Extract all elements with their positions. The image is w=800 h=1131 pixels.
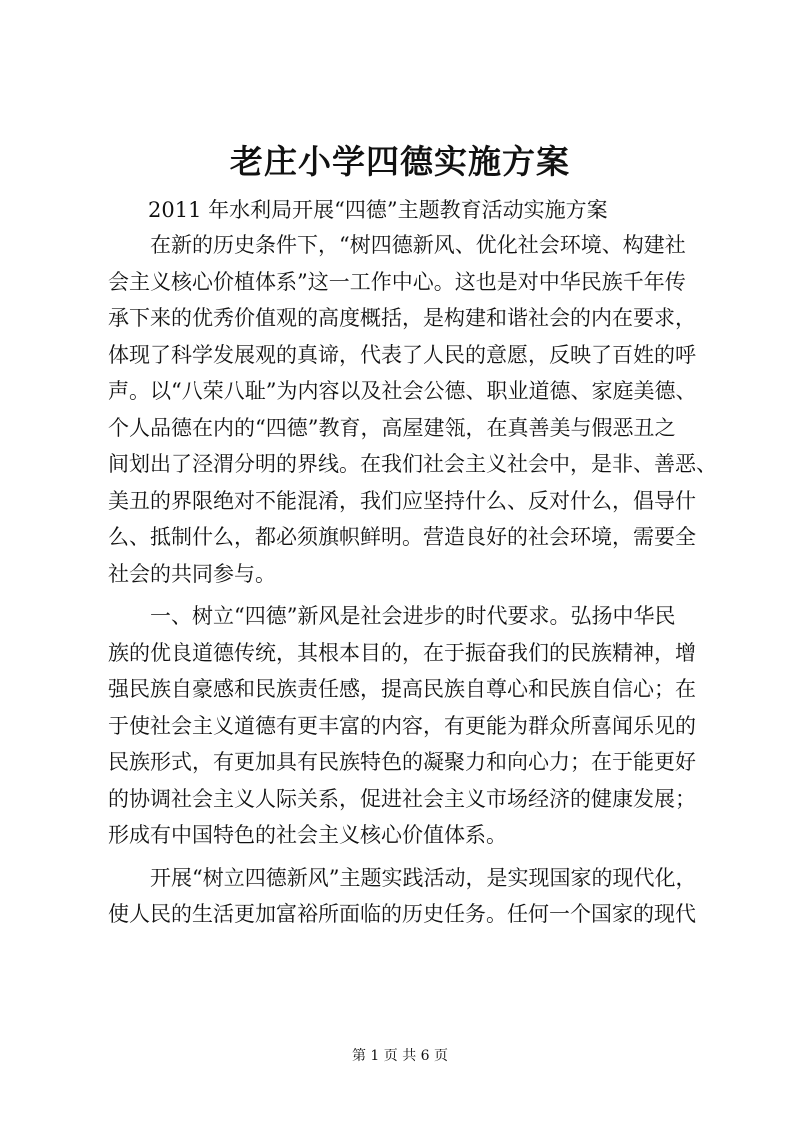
paragraph-line: 么、抵制什么，都必须旗帜鲜明。营造良好的社会环境，需要全 bbox=[108, 525, 696, 549]
paragraph-line: 使人民的生活更加富裕所面临的历史任务。任何一个国家的现代 bbox=[108, 902, 696, 926]
paragraph-line: 强民族自豪感和民族责任感，提高民族自尊心和民族自信心；在 bbox=[108, 677, 696, 701]
paragraph-line: 族的优良道德传统，其根本目的，在于振奋我们的民族精神，增 bbox=[108, 640, 696, 665]
document-subtitle: 2011 年水利局开展“四德”主题教育活动实施方案 bbox=[148, 198, 608, 222]
paragraph-line: 民族形式，有更加具有民族特色的凝聚力和向心力；在于能更好 bbox=[108, 750, 696, 774]
paragraph bbox=[108, 227, 717, 592]
paragraph-line: 的协调社会主义人际关系，促进社会主义市场经济的健康发展； bbox=[108, 786, 696, 811]
paragraph-line: 体现了科学发展观的真谛，代表了人民的意愿，反映了百姓的呼 bbox=[108, 342, 696, 367]
paragraph-line: 形成有中国特色的社会主义核心价值体系。 bbox=[108, 823, 507, 847]
paragraph-line: 一、树立“四德”新风是社会进步的时代要求。弘扬中华民 bbox=[150, 604, 676, 628]
paragraph-line: 个人品德在内的“四德”教育，高屋建瓴，在真善美与假恶丑之 bbox=[108, 415, 676, 440]
paragraph-line: 社会的共同参与。 bbox=[108, 561, 276, 586]
page-footer: 第 1 页 共 6 页 bbox=[351, 1048, 449, 1064]
paragraph-line: 于使社会主义道德有更丰富的内容，有更能为群众所喜闻乐见的 bbox=[108, 713, 696, 738]
paragraph-line: 声。以“八荣八耻”为内容以及社会公德、职业道德、家庭美德、 bbox=[108, 379, 697, 403]
paragraph-line: 承下来的优秀价值观的高度概括，是构建和谐社会的内在要求， bbox=[108, 306, 696, 330]
document-body bbox=[108, 227, 717, 933]
paragraph-line: 在新的历史条件下，“树四德新风、优化社会环境、构建社 bbox=[150, 233, 686, 257]
paragraph-line: 开展“树立四德新风”主题实践活动，是实现国家的现代化， bbox=[150, 865, 697, 890]
paragraph-line: 美丑的界限绝对不能混淆，我们应坚持什么、反对什么，倡导什 bbox=[108, 488, 696, 513]
paragraph-line: 间划出了泾渭分明的界线。在我们社会主义社会中，是非、善恶、 bbox=[108, 452, 717, 476]
paragraph-line: 会主义核心价植体系”这一工作中心。这也是对中华民族千年传 bbox=[108, 269, 686, 294]
document-title: 老庄小学四德实施方案 bbox=[230, 142, 570, 181]
paragraph bbox=[108, 860, 698, 933]
paragraph bbox=[108, 598, 698, 854]
